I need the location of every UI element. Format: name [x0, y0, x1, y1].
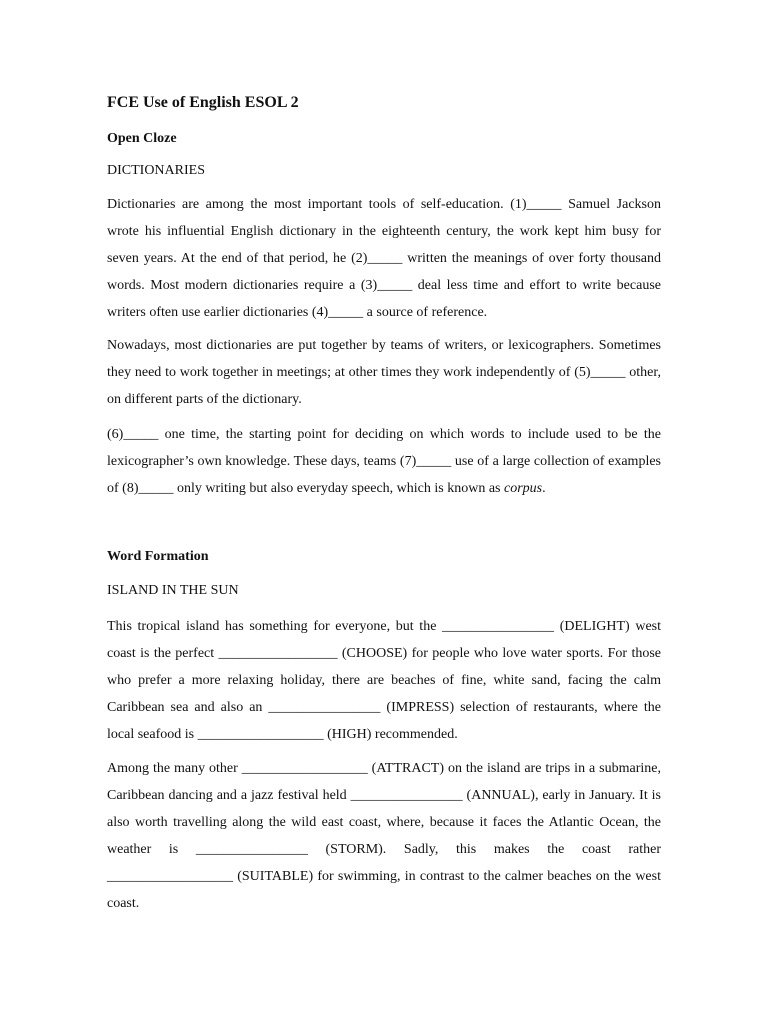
cloze-paragraph-2: Nowadays, most dictionaries are put together by teams of writers, or lexicographers. Sometimes they need to work together in meetings; at other times they work independently of (5)_____ other, on different parts of the dictionary. — [107, 338, 661, 407]
corpus-term: corpus — [503, 481, 543, 496]
cloze-paragraph-1: Dictionaries are among the most important tools of self-education. (1)_____ Samuel Jackson wrote his influential English dictionary in the eighteenth century, the work kept him busy for seven years. At the end of that period, he (2)_____ written the meanings of over forty thousand words. Most modern dictionaries require a (3)_____ deal less time and effort to write because writers often use earlier dictionaries (4)_____ a source of reference. — [107, 197, 661, 320]
cloze-paragraph-3-end: . — [542, 481, 546, 496]
section-subheading-island: ISLAND IN THE SUN — [107, 583, 239, 598]
word-formation-paragraph-1: This tropical island has something for everyone, but the ________________ (DELIGHT) west coast is the perfect _________________ (CHOOSE) for people who love water sports. For those who prefer a more relaxing holiday, there are beaches of fine, white sand, facing the calm Caribbean sea and also an ________________ (IMPRESS) selection of restaurants, where the local seafood is __________________ (HIGH) recommended. — [107, 619, 661, 742]
section-subheading-dictionaries: DICTIONARIES — [107, 163, 205, 178]
word-formation-paragraph-2: Among the many other __________________ (ATTRACT) on the island are trips in a submarine, Caribbean dancing and a jazz festival held ________________ (ANNUAL), early in January. It is also worth travelling along the wild east coast, where, because it faces the Atlantic Ocean, the weather is ________________ (STORM). Sadly, this makes the coast rather __________________ (SUITABLE) for swimming, in contrast to the calmer beaches on the west coast. — [107, 761, 661, 911]
document-title: FCE Use of English ESOL 2 — [107, 94, 299, 111]
section-heading-word-formation: Word Formation — [107, 549, 209, 564]
cloze-paragraph-3-text: (6)_____ one time, the starting point for deciding on which words to include used to be the lexicographer’s own knowledge. These days, teams (7)_____ use of a large collection of examples of (8)_____ only writing but also everyday speech, which is known as — [107, 427, 661, 496]
cloze-paragraph-3 — [107, 421, 661, 502]
section-heading-open-cloze: Open Cloze — [107, 131, 177, 146]
